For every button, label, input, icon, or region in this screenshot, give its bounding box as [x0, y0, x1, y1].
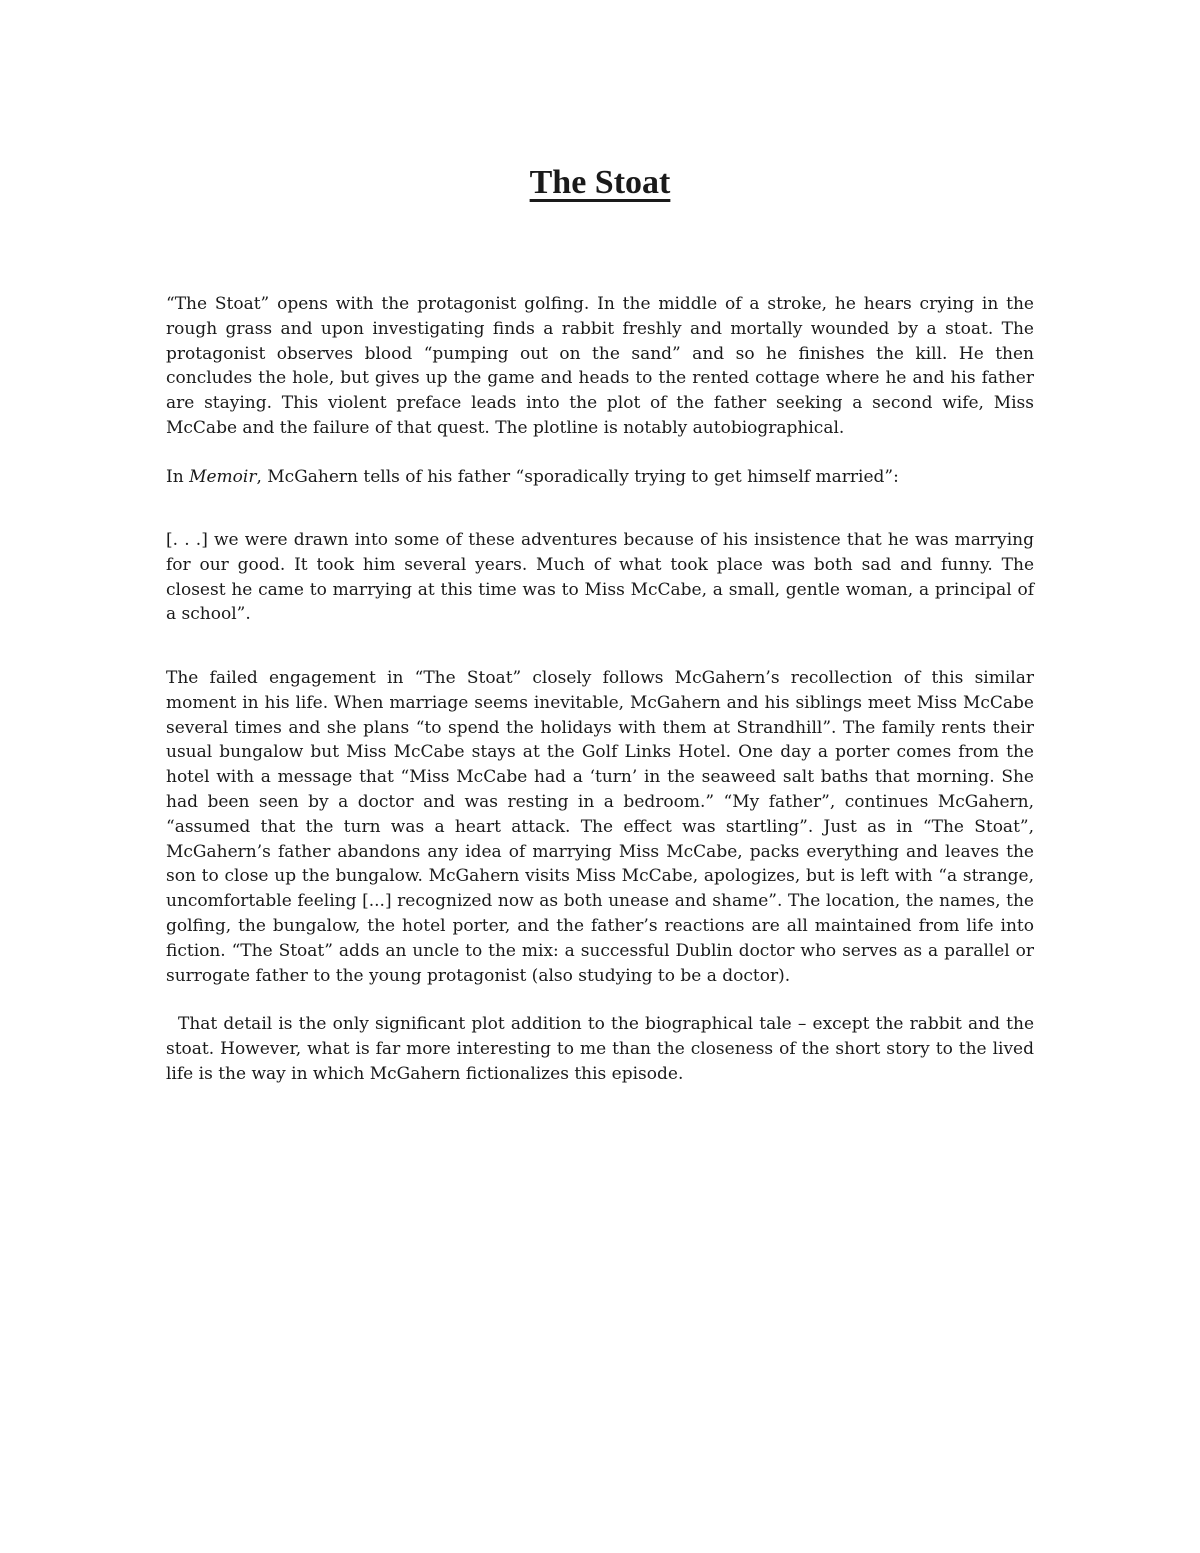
- paragraph-conclusion: That detail is the only significant plot addition to the biographical tale – except the rabbit and the stoat. However, what is far more interesting to me than the closeness of the short story to the lived life is the way in which McGahern fictionalizes this episode.: [166, 1014, 1034, 1084]
- paragraph-engagement: The failed engagement in “The Stoat” closely follows McGahern’s recollection of this similar moment in his life. When marriage seems inevitable, McGahern and his siblings meet Miss McCabe several times and she plans “to spend the holidays with them at Strandhill”. The family rents their usual bungalow but Miss McCabe stays at the Golf Links Hotel. One day a porter comes from the hotel with a message that “Miss McCabe had a ‘turn’ in the seaweed salt baths that morning. She had been seen by a doctor and was resting in a bedroom.” “My father”, continues McGahern, “assumed that the turn was a heart attack. The effect was startling”. Just as in “The Stoat”, McGahern’s father abandons any idea of marrying Miss McCabe, packs everything and leaves the son to close up the bungalow. McGahern visits Miss McCabe, apologizes, but is left with “a strange, uncomfortable feeling [...] recognized now as both unease and shame”. The location, the names, the golfing, the bungalow, the hotel porter, and the father’s reactions are all maintained from life into fiction. “The Stoat” adds an uncle to the mix: a successful Dublin doctor who serves as a parallel or surrogate father to the young protagonist (also studying to be a doctor).: [166, 668, 1034, 986]
- paragraph-memoir-intro: [166, 465, 1034, 490]
- paragraph-memoir-intro-start: In: [166, 467, 190, 487]
- page-title: The Stoat: [529, 164, 671, 201]
- paragraph-intro: “The Stoat” opens with the protagonist golfing. In the middle of a stroke, he hears crying in the rough grass and upon investigating finds a rabbit freshly and mortally wounded by a stoat. The protagonist observes blood “pumping out on the sand” and so he finishes the kill. He then concludes the hole, but gives up the game and heads to the rented cottage where he and his father are staying. This violent preface leads into the plot of the father seeking a second wife, Miss McCabe and the failure of that quest. The plotline is notably autobiographical.: [166, 294, 1034, 438]
- block-quote: [. . .] we were drawn into some of these adventures because of his insistence that he was marrying for our good. It took him several years. Much of what took place was both sad and funny. The closest he came to marrying at this time was to Miss McCabe, a small, gentle woman, a principal of a school”.: [166, 530, 1034, 625]
- memoir-title-italic: Memoir: [189, 467, 257, 487]
- paragraph-memoir-intro-end: , McGahern tells of his father “sporadically trying to get himself married”:: [256, 467, 899, 487]
